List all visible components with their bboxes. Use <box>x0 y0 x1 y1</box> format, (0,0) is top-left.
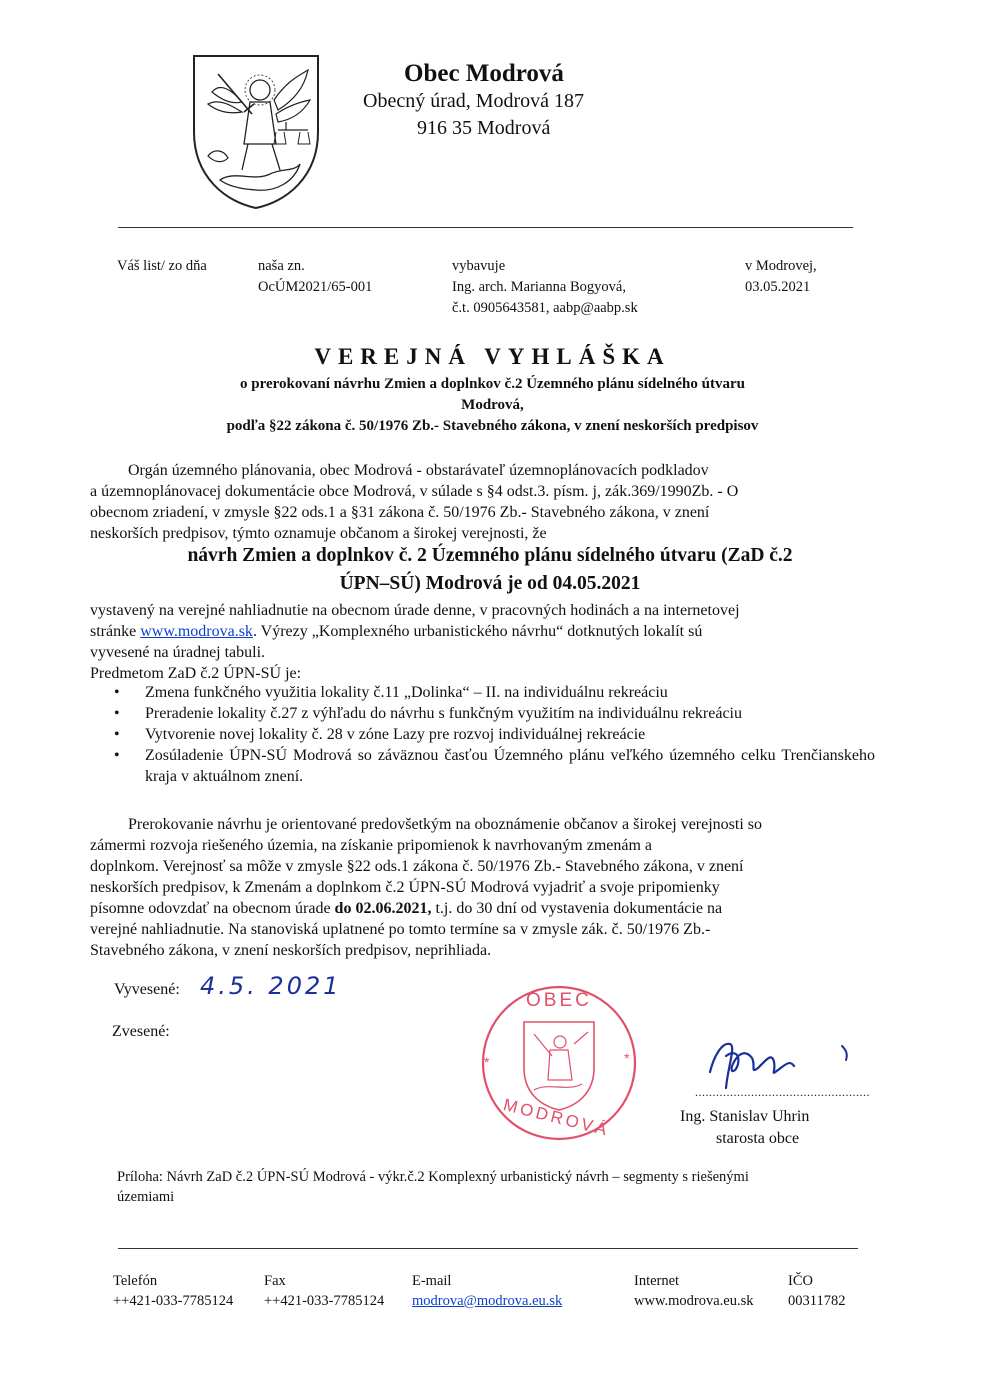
headline-announcement <box>130 542 850 598</box>
bullet-icon: • <box>114 705 120 722</box>
footer-fax <box>264 1271 384 1311</box>
text-line: doplnkom. Verejnosť sa môže v zmysle §22 ods.1 zákona č. 50/1976 Zb.- Stavebného zákona, v znení <box>90 858 744 875</box>
text-line: územiami <box>117 1189 175 1205</box>
stamp-top-text: OBEC <box>526 990 592 1011</box>
subject-list <box>100 682 875 787</box>
text-fragment: . Výrezy „Komplexného urbanistického návrhu“ dotknutých lokalít sú <box>252 623 703 640</box>
notice-subtitle <box>150 374 835 437</box>
fax-value: ++421-033-7785124 <box>264 1293 385 1309</box>
handled-by-block <box>452 256 638 319</box>
deadline-date: do 02.06.2021, <box>334 900 432 917</box>
posted-date-handwritten: 4.5. 2021 <box>200 972 342 1000</box>
place-label: v Modrovej, <box>745 258 817 274</box>
text-line: neskorších predpisov, k Zmenám a doplnkom č.2 ÚPN-SÚ Modrová vyjadriť a svoje pripomienky <box>90 879 720 896</box>
header-divider <box>118 227 853 228</box>
headline-line: návrh Zmien a doplnkov č. 2 Územného plánu sídelného útvaru (ZaD č.2 <box>187 545 793 566</box>
text-fragment: t.j. do 30 dní od vystavenia dokumentácie na <box>431 900 723 917</box>
text-line: Prerokovanie návrhu je orientované predovšetkým na oboznámenie občanov a širokej verejnosti so <box>128 816 763 833</box>
subject-label: Predmetom ZaD č.2 ÚPN-SÚ je: <box>90 665 302 682</box>
handled-by-label: vybavuje <box>452 258 506 274</box>
email-label: E-mail <box>412 1273 452 1289</box>
ico-label: IČO <box>788 1273 813 1289</box>
place-date-block <box>745 256 817 298</box>
list-item: • Zmena funkčného využitia lokality č.11 „Dolinka“ – II. na individuálnu rekreáciu <box>114 684 668 701</box>
signature-dots: .................................................. <box>695 1085 870 1099</box>
stamp-star-right: * <box>624 1050 630 1066</box>
stamp-star-left: * <box>484 1054 490 1070</box>
web-label: Internet <box>634 1273 680 1289</box>
official-stamp <box>478 982 640 1144</box>
your-letter-label: Váš list/ zo dňa <box>117 258 207 274</box>
municipality-title: Obec Modrová <box>404 60 564 87</box>
text-line: Stavebného zákona, v znení neskorších predpisov, neprihliada. <box>90 942 492 959</box>
text-line <box>90 898 890 919</box>
text-line: Orgán územného plánovania, obec Modrová - obstarávateľ územnoplánovacích podkladov <box>128 462 709 479</box>
text-line: verejné nahliadnutie. Na stanoviská uplatnené po tomto termíne sa v zmysle zák. č. 50/1976 Zb.- <box>90 921 711 938</box>
stamp-bottom-text: MODROVÁ <box>501 1095 612 1140</box>
subtitle-line: o prerokovaní návrhu Zmien a doplnkov č.2 Územného plánu sídelného útvaru <box>240 376 745 392</box>
text-line: zámermi rozvoja riešeného územia, na získanie pripomienok k navrhovaným zmenám a <box>90 837 653 854</box>
bullet-icon: • <box>114 747 120 764</box>
footer-divider <box>118 1248 858 1249</box>
web-value: www.modrova.eu.sk <box>634 1293 754 1309</box>
text-fragment: stránke <box>90 623 141 640</box>
display-paragraph <box>90 600 890 684</box>
footer-ico <box>788 1271 845 1311</box>
email-link[interactable]: modrova@modrova.eu.sk <box>412 1293 563 1309</box>
handled-by-name: Ing. arch. Marianna Bogyová, <box>452 279 626 295</box>
phone-label: Telefón <box>113 1273 158 1289</box>
text-line <box>90 621 890 642</box>
footer-email <box>412 1271 562 1311</box>
bullet-icon: • <box>114 684 120 701</box>
office-postal: 916 35 Modrová <box>417 117 551 139</box>
consultation-paragraph <box>90 814 890 961</box>
signatory-role: starosta obce <box>716 1130 800 1147</box>
text-line: vystavený na verejné nahliadnutie na obecnom úrade denne, v pracovných hodinách a na internetovej <box>90 602 740 619</box>
date-value: 03.05.2021 <box>745 279 811 295</box>
text-line: neskorších predpisov, týmto oznamuje občanom a širokej verejnosti, že <box>90 525 547 542</box>
website-link[interactable]: www.modrova.sk <box>140 623 253 640</box>
notice-title: VEREJNÁ VYHLÁŠKA <box>314 344 671 369</box>
ico-value: 00311782 <box>788 1293 846 1309</box>
text-line: vyvesené na úradnej tabuli. <box>90 644 266 661</box>
list-item: • Preradenie lokality č.27 z výhľadu do návrhu s funkčným využitím na individuálnu rekreáciu <box>114 705 742 722</box>
fax-label: Fax <box>264 1273 286 1289</box>
signatory-name: Ing. Stanislav Uhrin <box>680 1108 810 1125</box>
text-line: obecnom zriadení, v zmysle §22 ods.1 a §31 zákona č. 50/1976 Zb.- Stavebného zákona, v znení <box>90 504 710 521</box>
footer-phone <box>113 1271 233 1311</box>
list-item: • Zosúladenie ÚPN-SÚ Modrová so záväznou časťou Územného plánu veľkého územného celku Trenčianskeho kraja v aktuálnom znení. <box>114 747 875 785</box>
bullet-icon: • <box>114 726 120 743</box>
headline-line: ÚPN–SÚ) Modrová je od 04.05.2021 <box>339 573 641 594</box>
subtitle-line: podľa §22 zákona č. 50/1976 Zb.- Stavebného zákona, v znení neskorších predpisov <box>226 418 759 434</box>
handled-by-contact: č.t. 0905643581, aabp@aabp.sk <box>452 300 638 316</box>
intro-paragraph <box>90 460 890 544</box>
our-ref-value: OcÚM2021/65-001 <box>258 279 373 295</box>
text-line: a územnoplánovacej dokumentácie obce Modrová, v súlade s §4 odst.3. písm. j, zák.369/1990Zb. - O <box>90 483 739 500</box>
coat-of-arms-icon <box>190 52 322 210</box>
our-ref-label: naša zn. <box>258 258 305 274</box>
posted-label: Vyvesené: <box>114 981 180 998</box>
footer-web <box>634 1271 753 1311</box>
list-item: • Vytvorenie novej lokality č. 28 v zóne Lazy pre rozvoj individuálnej rekreácie <box>114 726 646 743</box>
phone-value: ++421-033-7785124 <box>113 1293 234 1309</box>
subtitle-line: Modrová, <box>461 397 524 413</box>
office-address: Obecný úrad, Modrová 187 <box>363 90 585 112</box>
attachment-note <box>117 1167 877 1207</box>
text-fragment: písomne odovzdať na obecnom úrade <box>90 900 335 917</box>
text-line: Príloha: Návrh ZaD č.2 ÚPN-SÚ Modrová - výkr.č.2 Komplexný urbanistický návrh – segmenty s riešenými <box>117 1169 749 1185</box>
removed-label: Zvesené: <box>112 1023 170 1040</box>
our-ref-block <box>258 256 372 298</box>
